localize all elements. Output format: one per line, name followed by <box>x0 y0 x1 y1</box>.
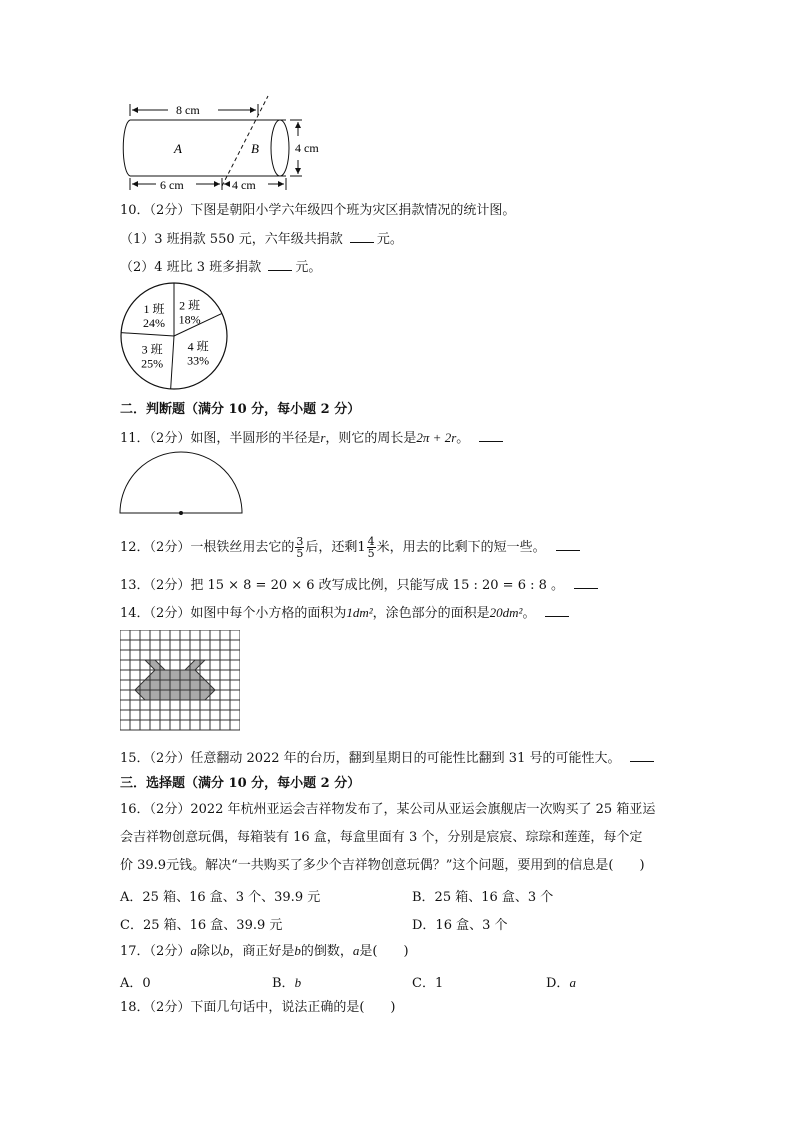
section3-title: 三．选择题（满分 10 分，每小题 2 分） <box>120 776 361 791</box>
q10-part2-text: （2）4 班比 3 班多捐款 <box>120 260 266 275</box>
q17-option-b[interactable] <box>272 972 301 991</box>
answer-blank <box>556 538 580 551</box>
answer-blank <box>545 604 569 617</box>
q17-var-b: b <box>222 943 230 958</box>
mixed-whole: 1 <box>357 540 366 555</box>
q14-text-b: ，涂色部分的面积是 <box>372 606 490 621</box>
q18-text: 18．（2分）下面几句话中，说法正确的是( ) <box>120 1000 396 1015</box>
answer-blank <box>630 749 654 762</box>
q10-part1-text: （1）3 班捐款 550 元，六年级共捐款 <box>120 232 347 247</box>
q14-text-c: 。 <box>522 606 536 621</box>
q16-line2: 会吉祥物创意玩偶，每箱装有 16 盒，每盒里面有 3 个，分别是宸宸、琮琮和莲莲，每个定 <box>120 830 643 845</box>
pie-slice-label: 18% <box>178 312 201 327</box>
answer-blank <box>350 230 374 243</box>
q17-text-a: 除以 <box>196 944 223 959</box>
pie-chart <box>118 280 230 392</box>
q16-option-a[interactable]: A．25 箱、16 盒、3 个、39.9 元 <box>120 890 321 905</box>
q15-text <box>120 749 657 768</box>
q17-number: 17．（2分） <box>120 944 191 959</box>
q12-text <box>120 535 583 561</box>
q15-text-body: 15．（2分）任意翻动 2022 年的台历，翻到星期日的可能性比翻到 31 号的可能性大。 <box>120 751 621 766</box>
q11-var: r <box>320 430 326 445</box>
cylinder-figure <box>118 94 338 194</box>
q10-part2 <box>120 258 321 277</box>
q16-option-b[interactable]: B．25 箱、16 盒、3 个 <box>412 890 554 905</box>
q14-text-a: 14．（2分）如图中每个小方格的面积为 <box>120 606 347 621</box>
q16-option-c[interactable]: C．25 箱、16 盒、39.9 元 <box>120 918 283 933</box>
q16-line1: 16．（2分）2022 年杭州亚运会吉祥物发布了，某公司从亚运会旗舰店一次购买了 25 箱亚运 <box>120 802 656 817</box>
q17-option-b-prefix: B． <box>272 976 295 991</box>
answer-blank <box>268 258 292 271</box>
section2-title: 二．判断题（满分 10 分，每小题 2 分） <box>120 402 361 417</box>
q10-stem: 10．（2分）下图是朝阳小学六年级四个班为灾区捐款情况的统计图。 <box>120 203 516 218</box>
q11-text-a: 11．（2分）如图，半圆形的半径是 <box>120 431 321 446</box>
q11-expr: 2π + 2r <box>416 430 457 445</box>
q13-text-body: 13．（2分）把 15 × 8 = 20 × 6 改写成比例，只能写成 15 : 20 = 6 : 8 。 <box>120 578 565 593</box>
q11-text-c: 。 <box>456 431 470 446</box>
q17-text-b: ，商正好是 <box>229 944 295 959</box>
bottom-right-dim-label: 4 cm <box>232 178 256 192</box>
q17-text-c: 的倒数， <box>300 944 353 959</box>
q17-option-d-var: a <box>569 975 576 990</box>
region-b-label: B <box>251 141 259 156</box>
q17-option-a[interactable]: A．0 <box>120 976 151 991</box>
q10-part1-unit: 元。 <box>376 232 403 247</box>
q12-text-b: 后，还剩 <box>305 540 358 555</box>
pie-slice-name: 2 班 <box>179 298 201 313</box>
q17-var-a: a <box>190 943 197 958</box>
answer-blank <box>479 429 503 442</box>
q17-option-d-prefix: D． <box>546 976 570 991</box>
q10-part1 <box>120 230 403 249</box>
pie-slice-name: 1 班 <box>143 301 165 316</box>
q17-option-c[interactable]: C．1 <box>412 976 444 991</box>
q17-text <box>120 942 409 961</box>
q17-option-d[interactable] <box>546 972 576 991</box>
q16-option-d[interactable]: D．16 盒、3 个 <box>412 918 508 933</box>
fraction: $\frac{4}{5}$ <box>367 535 375 560</box>
pie-slice-boundary <box>171 336 174 389</box>
q11-text <box>120 429 506 448</box>
top-dim-label: 8 cm <box>176 103 200 117</box>
q17-var-b2: b <box>294 943 301 958</box>
pie-slice-name: 3 班 <box>141 342 163 357</box>
right-dim-label: 4 cm <box>295 141 319 155</box>
q14-unit2: 20dm² <box>489 605 523 620</box>
q14-text <box>120 604 572 623</box>
q11-text-b: ，则它的周长是 <box>325 431 417 446</box>
fraction: $\frac{3}{5}$ <box>296 535 304 560</box>
pie-slice-name: 4 班 <box>187 339 209 354</box>
q17-var-a2: a <box>352 943 360 958</box>
answer-blank <box>574 576 598 589</box>
pie-slice-label: 33% <box>187 353 210 368</box>
region-a-label: A <box>174 141 182 156</box>
q17-option-b-var: b <box>294 975 302 990</box>
pie-slice-label: 24% <box>143 315 166 330</box>
grid-figure <box>120 630 240 736</box>
q12-text-a: 12．（2分）一根铁丝用去它的 <box>120 540 295 555</box>
q17-text-d: 是( ) <box>359 944 409 959</box>
pie-slice-label: 25% <box>141 356 164 371</box>
q12-text-c: 米，用去的比剩下的短一些。 <box>376 540 546 555</box>
q16-line3: 价 39.9元钱。解决“一共购买了多少个吉祥物创意玩偶？”这个问题，要用到的信息是( ) <box>120 858 645 873</box>
semicircle-figure <box>118 450 244 518</box>
pie-slice-boundary <box>121 333 174 336</box>
q14-unit1: 1dm² <box>346 605 373 620</box>
center-dot <box>179 511 183 515</box>
q13-text <box>120 576 601 595</box>
bottom-left-dim-label: 6 cm <box>160 178 184 192</box>
q10-part2-unit: 元。 <box>295 260 322 275</box>
